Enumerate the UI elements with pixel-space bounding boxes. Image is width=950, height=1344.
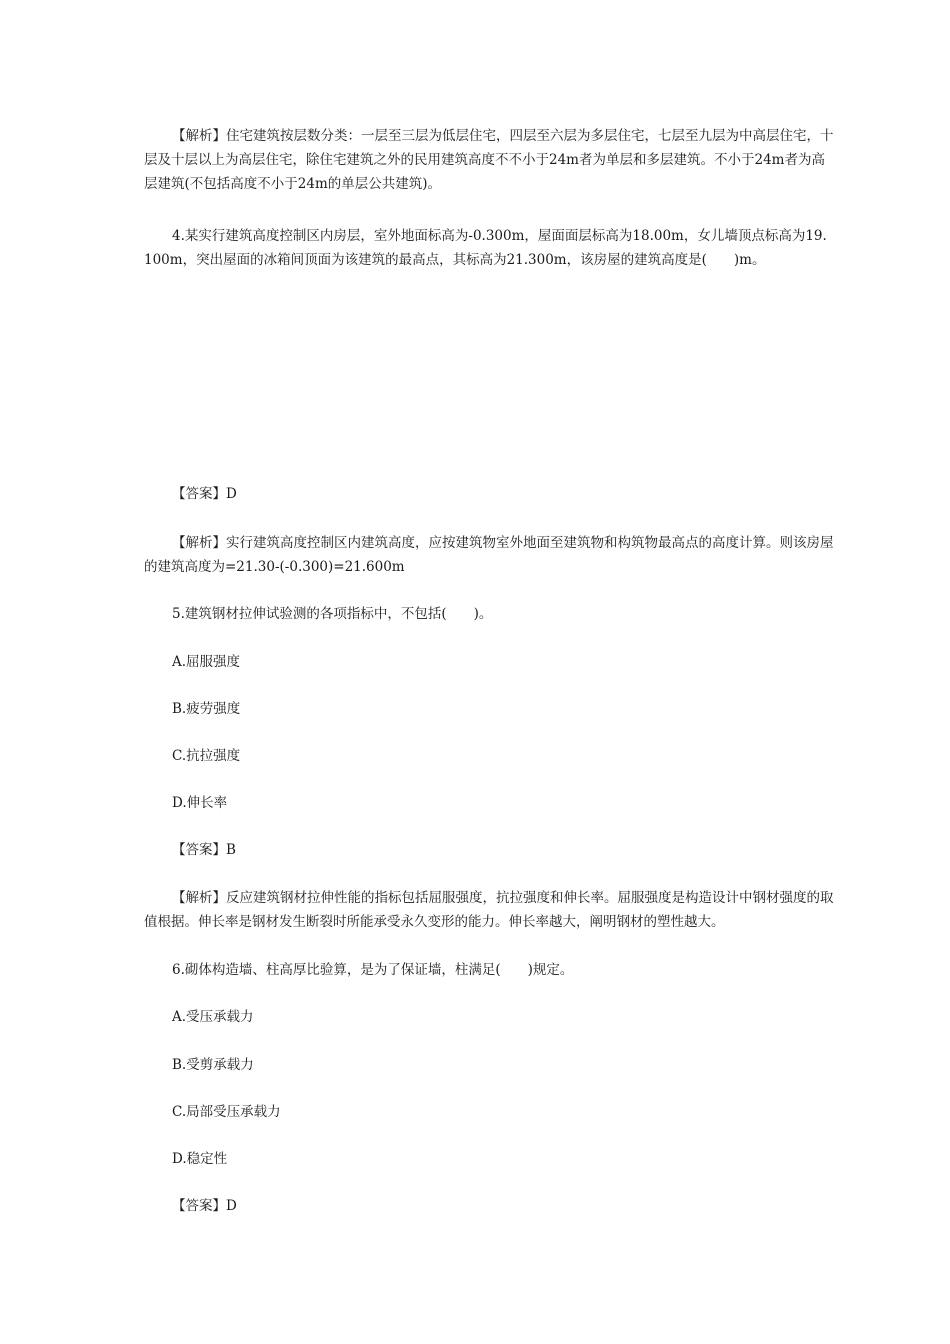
q6-option-a: A.受压承载力 [172,1009,254,1025]
question-6: 6.砌体构造墙、柱高厚比验算，是为了保证墙，柱满足( )规定。 [172,962,574,978]
analysis-paragraph-5: 【解析】反应建筑钢材拉伸性能的指标包括屈服强度，抗拉强度和伸长率。屈服强度是构造设计中钢材强度的取值根据。伸长率是钢材发生断裂时所能承受永久变形的能力。伸长率越大，阐明钢材的塑性越大。 [144,890,834,930]
answer-4: 【答案】D [172,486,237,502]
q5-option-d: D.伸长率 [172,795,228,811]
q6-option-c: C.局部受压承载力 [172,1104,281,1120]
q5-option-a: A.屈服强度 [172,654,241,670]
q6-option-b: B.受剪承载力 [172,1057,254,1073]
analysis-paragraph-4: 【解析】实行建筑高度控制区内建筑高度，应按建筑物室外地面至建筑物和构筑物最高点的高度计算。则该房屋的建筑高度为=21.30-(-0.300)=21.600m [144,535,834,575]
q6-option-d: D.稳定性 [172,1151,228,1167]
q5-option-c: C.抗拉强度 [172,748,241,764]
answer-6: 【答案】D [172,1198,237,1214]
q5-option-b: B.疲劳强度 [172,701,241,717]
question-4: 4.某实行建筑高度控制区内房层，室外地面标高为-0.300m，屋面面层标高为18.00m，女儿墙顶点标高为19.100m，突出屋面的冰箱间顶面为该建筑的最高点，其标高为21.300m，该房屋的建筑高度是( )m。 [144,228,827,268]
analysis-paragraph-3: 【解析】住宅建筑按层数分类：一层至三层为低层住宅，四层至六层为多层住宅，七层至九层为中高层住宅，十层及十层以上为高层住宅，除住宅建筑之外的民用建筑高度不不小于24m者为单层和多层建筑。不小于24m者为高层建筑(不包括高度不小于24m的单层公共建筑)。 [144,128,834,192]
question-5: 5.建筑钢材拉伸试验测的各项指标中，不包括( )。 [172,606,493,622]
answer-5: 【答案】B [172,842,236,858]
